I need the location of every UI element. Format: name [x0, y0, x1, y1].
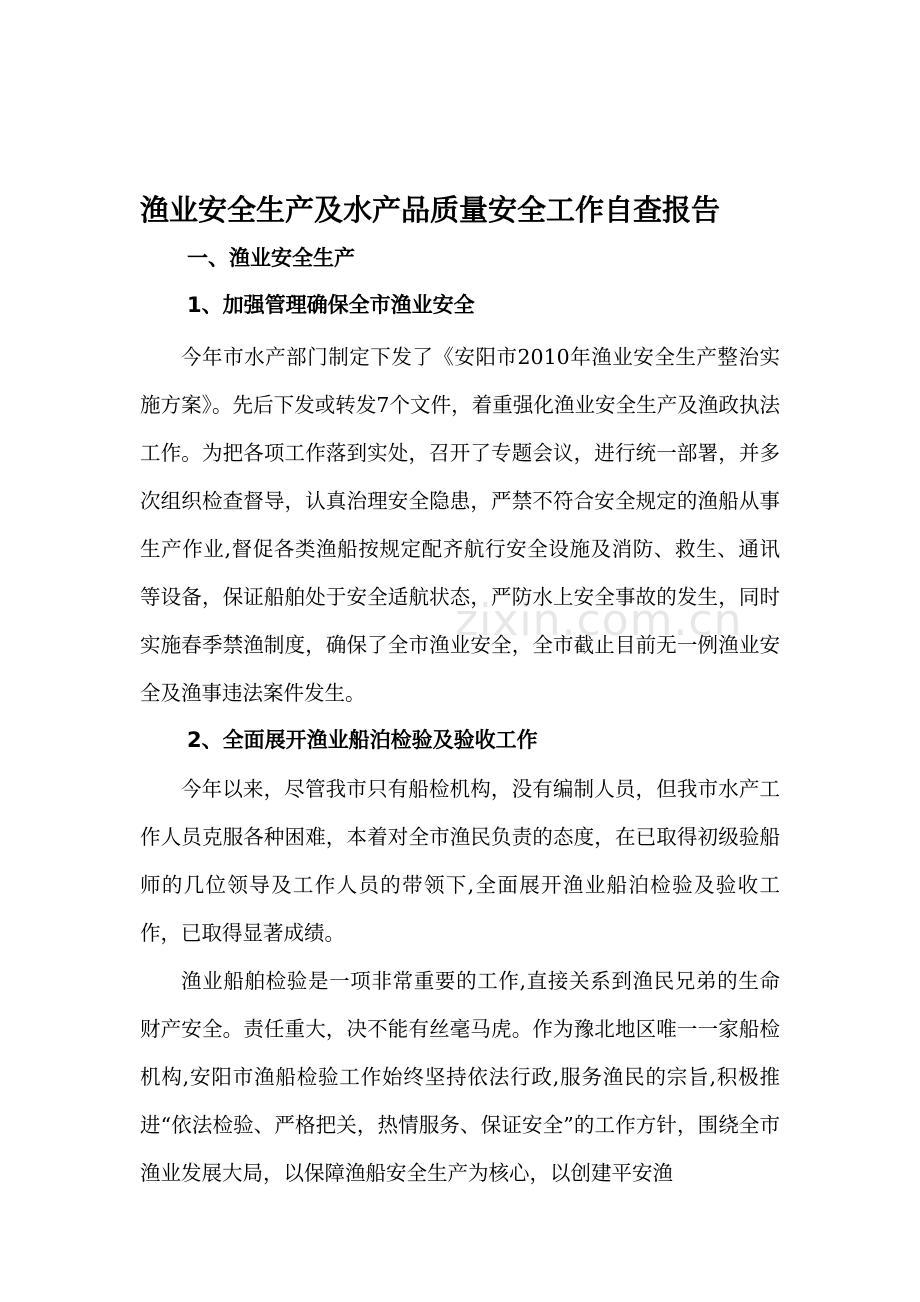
subsection-heading-1: 1、加强管理确保全市渔业安全 — [187, 293, 475, 317]
document-title: 渔业安全生产及水产品质量安全工作自查报告 — [140, 193, 721, 227]
section-heading-1: 一、渔业安全生产 — [187, 246, 355, 270]
paragraph-3: 渔业船舶检验是一项非常重要的工作,直接关系到渔民兄弟的生命财产安全。责任重大，决不能有丝毫马虎。作为豫北地区唯一一家船检机构,安阳市渔船检验工作始终坚持依法行政,服务渔民的宗旨,积极推进“依法检验、严格把关，热情服务、保证安全”的工作方针，围绕全市渔业发展大局，以保障渔船安全生产为核心，以创建平安渔 — [140, 969, 780, 1185]
subsection-heading-2: 2、全面展开渔业船泊检验及验收工作 — [187, 728, 538, 752]
paragraph-2: 今年以来，尽管我市只有船检机构，没有编制人员，但我市水产工作人员克服各种困难，本着对全市渔民负责的态度，在已取得初级验船师的几位领导及工作人员的带领下,全面展开渔业船泊检验及验收工作，已取得显著成绩。 — [140, 777, 780, 945]
watermark: zixin.com.cn — [455, 595, 743, 646]
paragraph-1: 今年市水产部门制定下发了《安阳市2010年渔业安全生产整治实施方案》。先后下发或转发7个文件，着重强化渔业安全生产及渔政执法工作。为把各项工作落到实处，召开了专题会议，进行统一部署，并多次组织检查督导，认真治理安全隐患，严禁不符合安全规定的渔船从事生产作业,督促各类渔船按规定配齐航行安全设施及消防、救生、通讯等设备，保证船舶处于安全适航状态，严防水上安全事故的发生，同时实施春季禁渔制度，确保了全市渔业安全，全市截止目前无一例渔业安全及渔事违法案件发生。 — [140, 345, 780, 705]
